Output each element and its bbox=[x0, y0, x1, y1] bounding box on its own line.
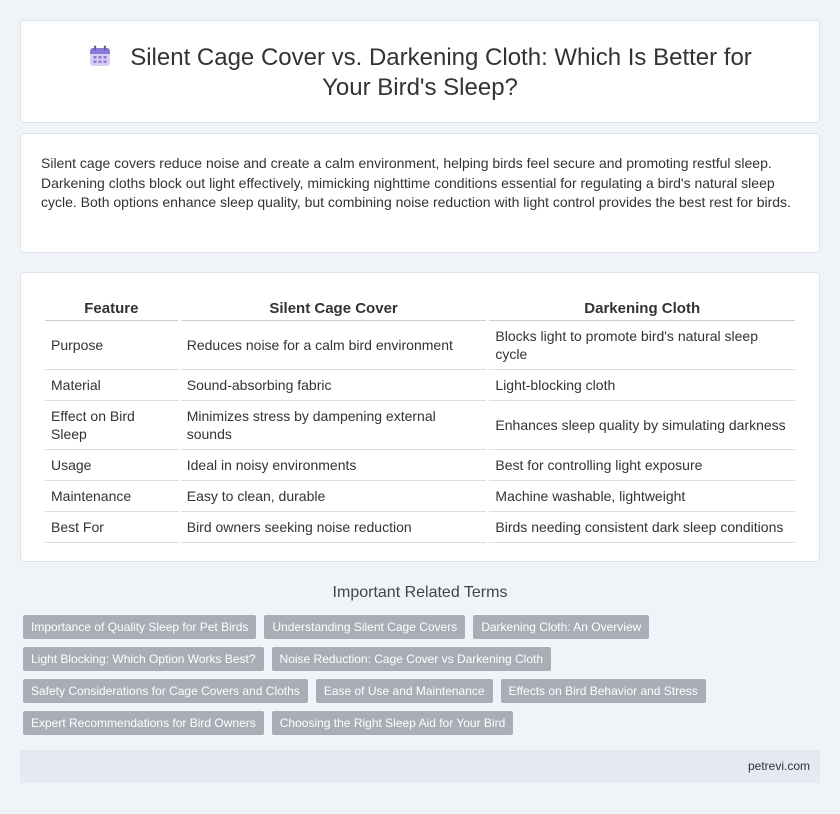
table-row bbox=[45, 321, 795, 370]
header-feature: Feature bbox=[45, 295, 178, 321]
table-cell: Best for controlling light exposure bbox=[489, 450, 795, 481]
table-cell: Light-blocking cloth bbox=[489, 370, 795, 401]
comparison-card bbox=[20, 272, 820, 562]
related-term-tag[interactable]: Effects on Bird Behavior and Stress bbox=[501, 679, 706, 703]
related-term-tag[interactable]: Noise Reduction: Cage Cover vs Darkening Cloth bbox=[272, 647, 551, 671]
related-terms-title: Important Related Terms bbox=[332, 584, 508, 601]
table-cell: Minimizes stress by dampening external sounds bbox=[181, 401, 487, 450]
calendar-icon bbox=[88, 44, 112, 68]
tag-row bbox=[23, 615, 823, 639]
intro-card bbox=[20, 133, 820, 253]
table-cell: Purpose bbox=[45, 321, 178, 370]
tag-row bbox=[23, 679, 823, 703]
table-header-row bbox=[45, 295, 795, 321]
tag-row bbox=[23, 647, 823, 671]
table-cell: Sound-absorbing fabric bbox=[181, 370, 487, 401]
header-silent-cage-cover: Silent Cage Cover bbox=[181, 295, 487, 321]
table-cell: Birds needing consistent dark sleep conditions bbox=[489, 512, 795, 543]
table-cell: Easy to clean, durable bbox=[181, 481, 487, 512]
header-darkening-cloth: Darkening Cloth bbox=[489, 295, 795, 321]
table-cell: Bird owners seeking noise reduction bbox=[181, 512, 487, 543]
related-term-tag[interactable]: Ease of Use and Maintenance bbox=[316, 679, 493, 703]
table-cell: Material bbox=[45, 370, 178, 401]
tag-row bbox=[23, 711, 823, 735]
related-term-tag[interactable]: Understanding Silent Cage Covers bbox=[264, 615, 465, 639]
table-cell: Usage bbox=[45, 450, 178, 481]
table-cell: Effect on Bird Sleep bbox=[45, 401, 178, 450]
table-row bbox=[45, 512, 795, 543]
related-term-tag[interactable]: Safety Considerations for Cage Covers and Cloths bbox=[23, 679, 308, 703]
table-row bbox=[45, 481, 795, 512]
related-term-tag[interactable]: Importance of Quality Sleep for Pet Birds bbox=[23, 615, 256, 639]
related-term-tag[interactable]: Light Blocking: Which Option Works Best? bbox=[23, 647, 264, 671]
table-cell: Enhances sleep quality by simulating darkness bbox=[489, 401, 795, 450]
table-cell: Maintenance bbox=[45, 481, 178, 512]
table-cell: Best For bbox=[45, 512, 178, 543]
table-cell: Reduces noise for a calm bird environment bbox=[181, 321, 487, 370]
title-card bbox=[20, 20, 820, 123]
footer bbox=[20, 750, 820, 783]
intro-paragraph: Silent cage covers reduce noise and create a calm environment, helping birds feel secure and promoting restful sleep. Darkening cloths block out light effectively, mimicking nighttime conditions essential for regulating a bird's natural sleep cycle. Both options enhance sleep quality, but combining noise reduction with light control provides the best rest for birds. bbox=[41, 155, 791, 210]
page-title: Silent Cage Cover vs. Darkening Cloth: Which Is Better for Your Bird's Sleep? bbox=[130, 44, 752, 101]
related-terms-list bbox=[23, 615, 823, 743]
related-term-tag[interactable]: Choosing the Right Sleep Aid for Your Bird bbox=[272, 711, 513, 735]
comparison-table bbox=[42, 295, 798, 543]
footer-site[interactable]: petrevi.com bbox=[747, 759, 810, 773]
table-row bbox=[45, 450, 795, 481]
related-term-tag[interactable]: Expert Recommendations for Bird Owners bbox=[23, 711, 264, 735]
table-cell: Ideal in noisy environments bbox=[181, 450, 487, 481]
related-term-tag[interactable]: Darkening Cloth: An Overview bbox=[473, 615, 649, 639]
table-row bbox=[45, 401, 795, 450]
page-title-wrap bbox=[61, 43, 779, 103]
table-cell: Machine washable, lightweight bbox=[489, 481, 795, 512]
table-row bbox=[45, 370, 795, 401]
table-cell: Blocks light to promote bird's natural sleep cycle bbox=[489, 321, 795, 370]
